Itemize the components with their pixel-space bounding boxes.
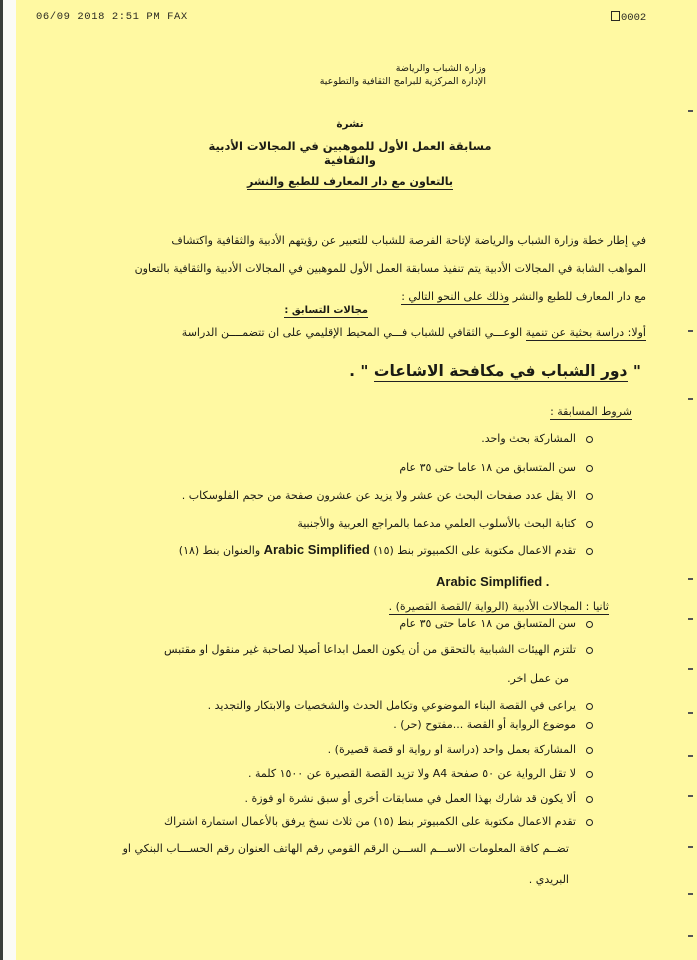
scan-margin-mark bbox=[688, 668, 693, 670]
literary-heading-label: ثانيا : bbox=[582, 600, 609, 613]
bullet-circle-icon bbox=[586, 703, 593, 710]
intro-line-3-underlined: وذلك على النحو التالي : bbox=[401, 290, 510, 303]
bullet-circle-icon bbox=[586, 493, 593, 500]
literary-item bbox=[328, 743, 593, 756]
scan-margin-mark bbox=[688, 110, 693, 112]
literary-text: موضوع الرواية أو القصة ...مفتوح (حر) . bbox=[393, 718, 576, 731]
fax-page-number bbox=[611, 11, 646, 24]
bullet-circle-icon bbox=[586, 722, 593, 729]
literary-item bbox=[393, 718, 593, 731]
department-name: الإدارة المركزية للبرامج الثقافية والتطوعية bbox=[319, 76, 486, 87]
font-name: Arabic Simplified bbox=[263, 542, 370, 557]
literary-text: سن المتسابق من ١٨ عاما حتى ٣٥ عام bbox=[399, 617, 576, 630]
literary-item bbox=[208, 699, 593, 712]
condition-item bbox=[182, 489, 593, 502]
scan-margin-mark bbox=[688, 935, 693, 937]
scan-margin-mark bbox=[688, 398, 693, 400]
fields-heading: مجالات التسابق : bbox=[284, 305, 368, 316]
literary-item-continuation: البريدي . bbox=[528, 873, 569, 886]
bullet-circle-icon bbox=[586, 621, 593, 628]
document-title: مسابقة العمل الأول للموهبين في المجالات الأدبية والثقافية bbox=[208, 139, 492, 167]
literary-heading-text: المجالات الأدبية (الرواية /القصة القصيرة) . bbox=[388, 600, 583, 613]
scan-margin-mark bbox=[688, 795, 693, 797]
bullet-circle-icon bbox=[586, 819, 593, 826]
literary-text: لا تقل الرواية عن ٥٠ صفحة A4 ولا تزيد القصة القصيرة عن ١٥٠٠ كلمة . bbox=[247, 767, 576, 780]
page-number-value: 0002 bbox=[621, 12, 647, 24]
literary-text: يراعى في القصة البناء الموضوعي وتكامل الحدث والشخصيات والابتكار والتجديد . bbox=[207, 699, 576, 712]
bullet-circle-icon bbox=[586, 436, 593, 443]
quote-close: " . bbox=[349, 362, 374, 380]
condition-text: سن المتسابق من ١٨ عاما حتى ٣٥ عام bbox=[399, 461, 576, 474]
conditions-heading: شروط المسابقة : bbox=[550, 405, 632, 418]
scan-edge-white bbox=[3, 0, 16, 960]
condition-item bbox=[399, 461, 593, 474]
bullet-circle-icon bbox=[586, 465, 593, 472]
literary-item-continuation: تضــم كافة المعلومات الاســـم الســـن الرقم القومي رقم الهاتف العنوان رقم الحســـاب البنكي او bbox=[122, 842, 569, 855]
fax-header: 06/09 2018 2:51 PM FAX bbox=[36, 11, 188, 23]
study-title bbox=[349, 362, 641, 380]
literary-item bbox=[244, 792, 593, 805]
condition-text-cont: والعنوان بنط (١٨) bbox=[178, 544, 264, 557]
first-field-text: الوعـــي الثقافي للشباب فـــي المحيط الإقليمي على ان تتضمــــن الدراسة bbox=[181, 326, 526, 339]
bullet-circle-icon bbox=[586, 747, 593, 754]
literary-item bbox=[164, 643, 593, 656]
bullet-circle-icon bbox=[586, 771, 593, 778]
document-subtitle: بالتعاون مع دار المعارف للطبع والنشر bbox=[247, 175, 453, 188]
literary-item bbox=[164, 815, 593, 828]
document-type-label: نشرة bbox=[336, 118, 364, 130]
condition-text: كتابة البحث بالأسلوب العلمي مدعما بالمراجع العربية والأجنبية bbox=[297, 517, 576, 530]
literary-text: تقدم الاعمال مكتوبة على الكمبيوتر بنط (١٥) من ثلاث نسخ يرفق بالأعمال استمارة اشتراك bbox=[164, 815, 576, 828]
first-field-label: أولا: bbox=[624, 326, 646, 339]
quote-open: " bbox=[627, 362, 641, 380]
scan-margin-mark bbox=[688, 755, 693, 757]
first-field-line bbox=[182, 326, 646, 339]
condition-item bbox=[297, 517, 593, 530]
literary-item bbox=[248, 767, 593, 780]
literary-text: تلتزم الهيئات الشبابية بالتحقق من أن يكون العمل ابداعا أصيلا لصاحبة غير منقول او مقتبس bbox=[164, 643, 576, 656]
document-title-block bbox=[200, 118, 500, 190]
condition-item bbox=[179, 542, 593, 557]
literary-text: ألا يكون قد شارك بهذا العمل في مسابقات أخرى أو سبق نشرة او فوزة . bbox=[244, 792, 576, 805]
intro-line-1: في إطار خطة وزارة الشباب والرياضة لإتاحة الفرصة للشباب للتعبير عن رؤيتهم الأدبية والثقافية واكتشاف bbox=[171, 234, 646, 247]
intro-line-2: المواهب الشابة في المجالات الأدبية يتم تنفيذ مسابقة العمل الأول للموهبين في المجالات الأدبية والثقافية بالتعاون bbox=[134, 262, 646, 275]
bullet-circle-icon bbox=[586, 647, 593, 654]
literary-text: المشاركة بعمل واحد (دراسة او رواية او قصة قصيرة) . bbox=[327, 743, 576, 756]
bullet-circle-icon bbox=[586, 796, 593, 803]
intro-line-3-text: مع دار المعارف للطبع والنشر bbox=[509, 290, 646, 303]
first-field-text-underlined: دراسة بحثية عن تنمية bbox=[525, 326, 625, 339]
organization-header bbox=[320, 62, 486, 88]
condition-text: الا يقل عدد صفحات البحث عن عشر ولا يزيد عن عشرون صفحة من حجم الفلوسكاب . bbox=[181, 489, 576, 502]
literary-item bbox=[399, 617, 593, 630]
scan-margin-mark bbox=[688, 578, 693, 580]
condition-text: تقدم الاعمال مكتوبة على الكمبيوتر بنط (١٥) bbox=[369, 544, 576, 557]
bullet-circle-icon bbox=[586, 548, 593, 555]
literary-heading bbox=[389, 600, 609, 613]
scan-margin-mark bbox=[688, 330, 693, 332]
condition-item-continuation: Arabic Simplified . bbox=[436, 574, 550, 589]
scan-margin-mark bbox=[688, 846, 693, 848]
fax-icon bbox=[611, 11, 620, 21]
intro-line-3 bbox=[401, 290, 646, 303]
scan-margin-mark bbox=[688, 712, 693, 714]
study-title-text: دور الشباب في مكافحة الاشاعات bbox=[373, 362, 628, 380]
literary-item-continuation: من عمل اخر. bbox=[507, 672, 569, 685]
condition-text: المشاركة بحث واحد. bbox=[481, 432, 576, 445]
scan-margin-mark bbox=[688, 893, 693, 895]
condition-item bbox=[481, 432, 593, 445]
scan-margin-mark bbox=[688, 618, 693, 620]
ministry-name: وزارة الشباب والرياضة bbox=[395, 63, 486, 74]
bullet-circle-icon bbox=[586, 521, 593, 528]
